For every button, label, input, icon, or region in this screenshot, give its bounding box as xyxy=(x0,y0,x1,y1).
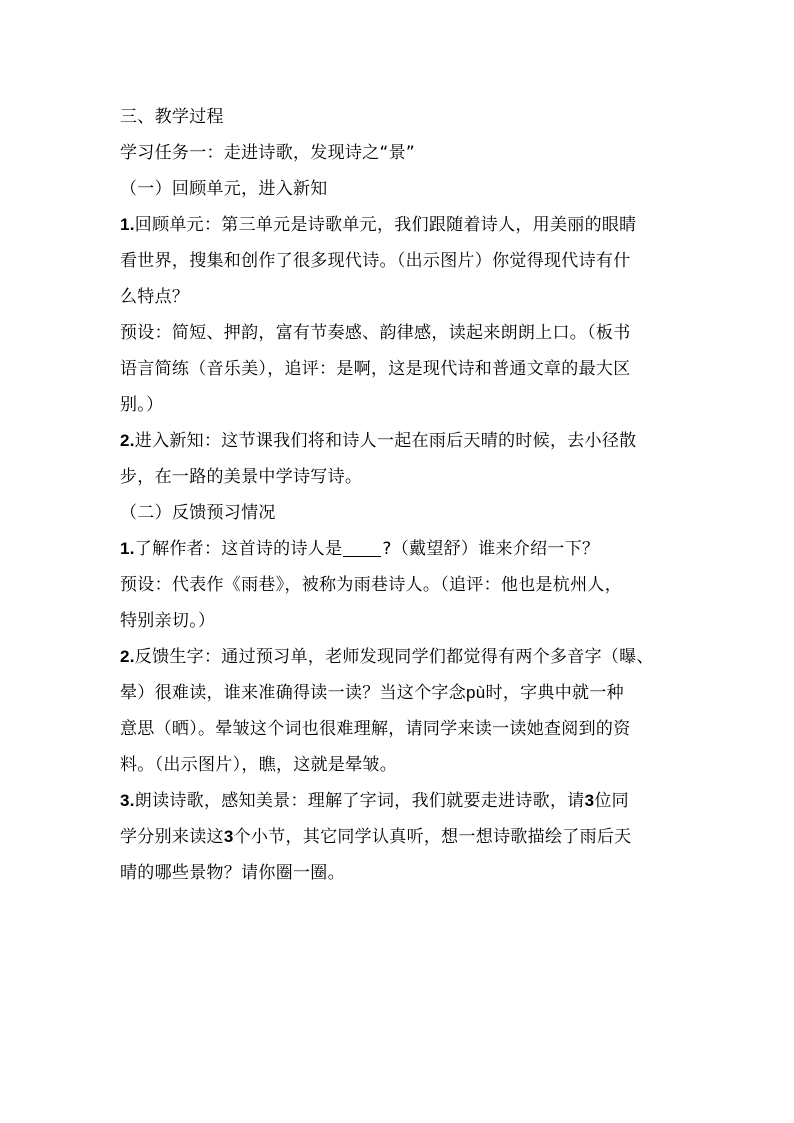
part1-item1-line3: 么特点？ xyxy=(120,287,190,307)
part1-item2-line1: 2.进入新知：这节课我们将和诗人一起在雨后天晴的时候，去小径散 xyxy=(120,431,637,451)
task-title: 学习任务一：走进诗歌，发现诗之“景” xyxy=(120,143,416,163)
part1-item1-line2: 看世界，搜集和创作了很多现代诗。（出示图片）你觉得现代诗有什 xyxy=(120,251,631,271)
part2-item2-line3: 意思（晒）。晕皱这个词也很难理解，请同学来读一读她查阅到的资 xyxy=(120,719,631,739)
part1-preset-line2: 语言简练（音乐美），追评：是啊，这是现代诗和普通文章的最大区 xyxy=(120,359,631,379)
part2-item2-line1: 2.反馈生字：通过预习单，老师发现同学们都觉得有两个多音字（曝、 xyxy=(120,647,654,667)
part2-preset-line1: 预设：代表作《雨巷》，被称为雨巷诗人。（追评：他也是杭州人， xyxy=(120,575,622,595)
part2-item3-line3: 晴的哪些景物？请你圈一圈。 xyxy=(120,863,345,883)
part2-preset-line2: 特别亲切。） xyxy=(120,611,216,631)
item-number: 2. xyxy=(120,431,135,450)
part1-heading: （一）回顾单元，进入新知 xyxy=(120,179,328,199)
part2-item2-line2: 晕）很难读，谁来准确得读一读？当这个字念pù时，字典中就一种 xyxy=(120,683,624,703)
item-number: 3. xyxy=(120,791,135,810)
item-number: 2. xyxy=(120,647,135,666)
item-number: 1. xyxy=(120,215,135,234)
part2-item2-line4: 料。（出示图片），瞧，这就是晕皱。 xyxy=(120,755,398,775)
pinyin: pù xyxy=(466,683,486,702)
document-body xyxy=(120,99,680,891)
part1-item2-line2: 步，在一路的美景中学诗写诗。 xyxy=(120,467,363,487)
part2-item3-line1: 3.朗读诗歌，感知美景：理解了字词，我们就要走进诗歌，请3位同 xyxy=(120,791,629,811)
section-title: 三、教学过程 xyxy=(120,107,224,127)
part1-preset-line1: 预设：简短、押韵，富有节奏感、韵律感，读起来朗朗上口。（板书 xyxy=(120,323,631,343)
item-number: 1. xyxy=(120,539,135,558)
part2-item1-line1: 1.了解作者：这首诗的诗人是 ?（戴望舒）谁来介绍一下？ xyxy=(120,531,680,567)
part1-item1-line1: 1.回顾单元：第三单元是诗歌单元，我们跟随着诗人，用美丽的眼睛 xyxy=(120,215,637,235)
part2-heading: （二）反馈预习情况 xyxy=(120,503,276,523)
part2-item3-line2: 学分别来读这3个小节，其它同学认真听，想一想诗歌描绘了雨后天 xyxy=(120,827,632,847)
part1-preset-line3: 别。） xyxy=(120,395,164,415)
fill-in-blank xyxy=(343,534,381,557)
